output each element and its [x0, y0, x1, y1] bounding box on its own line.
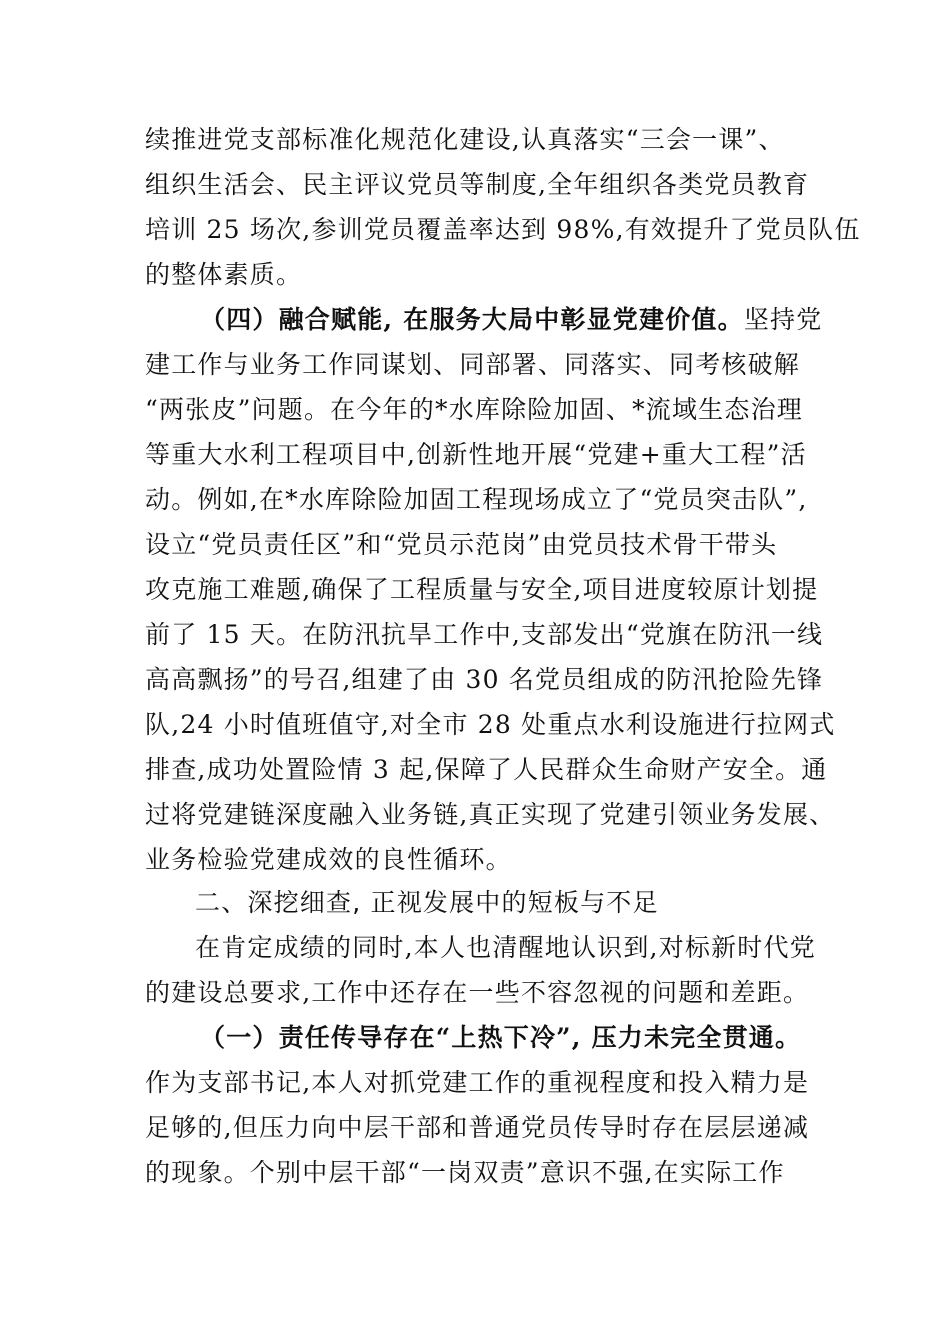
text-line-8: 等重大水利工程项目中,创新性地开展“党建+重大工程”活 [145, 440, 807, 469]
text-line-17: 业务检验党建成效的良性循环。 [145, 845, 512, 874]
text-line-24: 的现象。个别中层干部“一岗双责”意识不强,在实际工作 [145, 1158, 785, 1187]
section-four-title: （四）融合赋能, 在服务大局中彰显党建价值。 [200, 305, 744, 334]
text-line-1: 续推进党支部标准化规范化建设,认真落实“三会一课”、 [145, 125, 785, 154]
text-line-11: 攻克施工难题,确保了工程质量与安全,项目进度较原计划提 [145, 575, 819, 604]
text-line-6: 建工作与业务工作同谋划、同部署、同落实、同考核破解 [145, 350, 801, 379]
text-line-15: 排查,成功处置险情 3 起,保障了人民群众生命财产安全。通 [145, 755, 828, 784]
text-line-20: 的建设总要求,工作中还存在一些不容忽视的问题和差距。 [145, 978, 810, 1007]
section-four-lead: 坚持党 [743, 305, 823, 334]
text-line-3: 培训 25 场次,参训党员覆盖率达到 98%,有效提升了党员队伍 [145, 215, 861, 244]
text-line-19: 在肯定成绩的同时,本人也清醒地认识到,对标新时代党 [195, 933, 816, 962]
text-line-10: 设立“党员责任区”和“党员示范岗”由党员技术骨干带头 [145, 530, 778, 559]
text-line-13: 高高飘扬”的号召,组建了由 30 名党员组成的防汛抢险先锋 [145, 665, 824, 694]
text-line-22: 作为支部书记,本人对抓党建工作的重视程度和投入精力是 [145, 1068, 810, 1097]
text-line-12: 前了 15 天。在防汛抗旱工作中,支部发出“党旗在防汛一线 [145, 620, 824, 649]
section-four-heading [200, 303, 822, 337]
text-line-23: 足够的,但压力向中层干部和普通党员传导时存在层层递减 [145, 1113, 810, 1142]
text-line-16: 过将党建链深度融入业务链,真正实现了党建引领业务发展、 [145, 800, 836, 829]
subsection-one-heading: （一）责任传导存在“上热下冷”, 压力未完全贯通。 [200, 1023, 802, 1052]
text-line-4: 的整体素质。 [145, 260, 303, 289]
text-line-2: 组织生活会、民主评议党员等制度,全年组织各类党员教育 [145, 170, 810, 199]
text-line-7: “两张皮”问题。在今年的*水库除险加固、*流域生态治理 [145, 395, 803, 424]
section-two-heading: 二、深挖细查, 正视发展中的短板与不足 [195, 888, 659, 917]
text-line-9: 动。例如,在*水库除险加固工程现场成立了“党员突击队”, [145, 485, 808, 514]
text-line-14: 队,24 小时值班值守,对全市 28 处重点水利设施进行拉网式 [145, 710, 836, 739]
